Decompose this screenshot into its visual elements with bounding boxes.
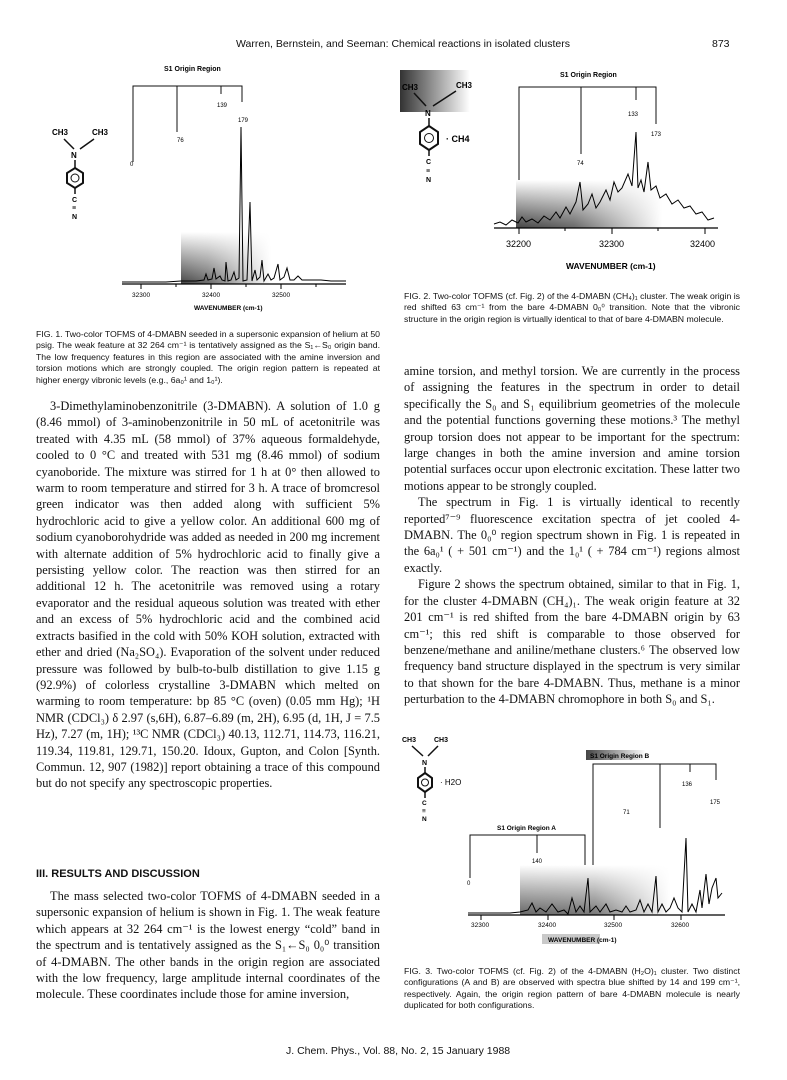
peak-label-136: 136 xyxy=(682,782,693,788)
peak-label-139: 139 xyxy=(217,103,228,109)
ch3-left-label: CH3 xyxy=(52,128,69,137)
peak-label-71: 71 xyxy=(623,810,630,816)
molecule-4-dmabn xyxy=(52,128,109,221)
ch3-left-label: CH3 xyxy=(402,83,419,92)
figure-1 xyxy=(46,62,376,324)
right-paragraph-2: The spectrum in Fig. 1 is virtually identical to recently reported⁷⁻⁹ fluorescence excitation spectra of jet cooled 4-DMABN. The 0₀⁰ region spectrum shown in Fig. 1 is repeated in the 6a₀¹ ( + 501 cm⁻¹) and the 1₀¹ ( + 784 cm⁻¹) regions almost exactly. xyxy=(404,495,740,575)
tick-32600: 32600 xyxy=(671,922,690,929)
figure-2 xyxy=(400,62,730,284)
tick-32300: 32300 xyxy=(471,922,490,929)
synthesis-paragraph: 3-Dimethylaminobenzonitrile (3-DMABN). A solution of 1.0 g (8.46 mmol) of 3-aminobenzonitrile in 50 mL of acetonitrile was treated with 4.35 mL (58 mmol) of 37% aqueous formaldehyde, cooled to 0 °C and treated with 531 mg (8.46 mmol) of sodium cyanoboride. The mixture was stirred for 1 h at 0° then allowed to warm to room temperature and stirred for 3 h. A trace of bromcresol green indicator was then added along with sufficient 5% hydrochloric acid to give a yellow color. An additional 600 mg of sodium cyanoborohydride was added as needed in 200 mg increment with alternate addition of 5% hydrochloric acid to finally give a persisting yellow color. The reaction was then stirred for an additional 12 h. The acetonitrile was removed using a rotary evaporator and the residual aqueous solution was treated with ether and an excess of 5% hydrochloric acid and the combined acid extracts basified in the cold with 50% KOH solution, extracted with ether and dried (Na₂SO₄). Evaporation of the solvent under reduced pressure was followed by bulb-to-bulb distillation to give 1.15 g (92.9%) of colorless crystalline 3-DMABN which melted on warming to room temperature: bp 85 °C (oven) (0.05 mm Hg); ¹H NMR (CDCl₃) δ 2.97 (s,6H), 6.87–6.89 (m, 2H), 6.95 (d, 1H, J = 7.5 Hz), 7.27 (m, 1H); ¹³C NMR (CDCl₃) 40.13, 112.71, 114.73, 116.21, 119.34, 119.81, 129.71, 150.20. Idoux, Gupton, and Colon [Synth. Commun. 12, 907 (1982)] report obtaining a trace of this compound but do not specify any spectroscopic properties. xyxy=(36,399,380,791)
ch4-adduct-label: · CH4 xyxy=(446,134,470,144)
amine-n-label: N xyxy=(71,151,77,160)
tick-32400: 32400 xyxy=(538,922,557,929)
tick-32500: 32500 xyxy=(604,922,623,929)
results-paragraph: The mass selected two-color TOFMS of 4-DMABN seeded in a supersonic expansion of helium is shown in Fig. 1. The weak feature which appears at 32 264 cm⁻¹ is the lowest energy “cold” band in the spectrum and is tentatively assigned as the S₁←S₀ 0₀⁰ transition of 4-DMABN. The other bands in the origin region are associated with the low frequency, large amplitude internal coordinates of the molecule. These coordinates include those for amine inversion, xyxy=(36,889,380,1002)
right-paragraph-3: Figure 2 shows the spectrum obtained, similar to that in Fig. 1, for the cluster 4-DMABN (CH₄)₁. The weak origin feature at 32 201 cm⁻¹ is red shifted from the bare 4-DMABN origin by 63 cm⁻¹; this red shift is comparable to those observed for benzene/methane and aniline/methane clusters.⁶ The observed low frequency band structure displayed in the spectrum is very similar to that shown for the bare 4-DMABN. Thus, methane is a minor perturbation to the 4-DMABN chromophore in both S₀ and S₁. xyxy=(404,577,740,707)
molecule-4-dmabn-h2o xyxy=(402,737,461,823)
figure-2-caption: FIG. 2. Two-color TOFMS (cf. Fig. 2) of the 4-DMABN (CH₄)₁ cluster. The weak origin is red shifted 63 cm⁻¹ from the bare 4-DMABN 0₀⁰ transition. Note that the vibronic structure in the origin region is virtually identical to that of bare 4-DMABN molecule. xyxy=(404,291,740,324)
tick-32500: 32500 xyxy=(272,292,291,299)
h2o-adduct-label: · H2O xyxy=(440,778,462,787)
peak-label-140: 140 xyxy=(532,859,543,865)
results-body xyxy=(36,888,380,1003)
right-column-body xyxy=(404,363,740,708)
figure-3-plot xyxy=(400,728,730,960)
figure-3-caption: FIG. 3. Two-color TOFMS (cf. Fig. 2) of the 4-DMABN (H₂O)₁ cluster. Two distinct configurations (A and B) are observed with spectra blue shifted by 14 and 199 cm⁻¹, respectively. Again, the origin region pattern of bare 4-DMABN molecule is nearly duplicated for both configurations. xyxy=(404,966,740,1011)
nitrile-c-label: C xyxy=(72,197,78,204)
x-axis-label: WAVENUMBER (cm-1) xyxy=(194,305,263,312)
figure-1-plot xyxy=(46,62,376,324)
amine-n-label: N xyxy=(422,760,428,767)
tick-32400: 32400 xyxy=(202,292,221,299)
peak-label-133: 133 xyxy=(628,112,639,118)
figure-3 xyxy=(400,728,730,960)
svg-text:≡: ≡ xyxy=(422,808,426,815)
ch3-right-label: CH3 xyxy=(434,737,449,744)
tick-32200: 32200 xyxy=(506,239,532,249)
journal-citation: J. Chem. Phys., Vol. 88, No. 2, 15 January 1988 xyxy=(286,1045,511,1057)
page-number: 873 xyxy=(712,38,730,50)
peak-label-74: 74 xyxy=(577,161,584,167)
ch3-right-label: CH3 xyxy=(92,128,109,137)
nitrile-c-label: C xyxy=(426,159,432,166)
peak-label-179: 179 xyxy=(238,118,249,124)
figure-2-plot xyxy=(400,62,730,284)
s1-origin-region-a-label: S1 Origin Region A xyxy=(497,825,556,832)
s1-origin-region-label: S1 Origin Region xyxy=(560,72,617,79)
right-paragraph-1: amine torsion, and methyl torsion. We are currently in the process of assigning the features in the spectrum in order to detail specifically the S₀ and S₁ equilibrium geometries of the molecule and the potential functions governing these motions.³ The methyl group torsion does not appear to be important for the spectrum: large changes in both the amine inversion and amine torsion potential surfaces occur upon electronic excitation. These latter two motions appear to be strongly coupled. xyxy=(404,364,740,493)
tick-32300: 32300 xyxy=(132,292,151,299)
nitrile-c-label: C xyxy=(422,800,427,807)
section-heading-results: III. RESULTS AND DISCUSSION xyxy=(36,868,200,880)
nitrile-n-label: N xyxy=(422,816,427,823)
peak-label-a-0: 0 xyxy=(467,881,471,887)
nitrile-n-label: N xyxy=(426,177,432,184)
tick-32400: 32400 xyxy=(690,239,716,249)
ch3-left-label: CH3 xyxy=(402,737,417,744)
peak-label-0: 0 xyxy=(130,162,134,168)
svg-text:≡: ≡ xyxy=(72,205,77,212)
figure-1-caption: FIG. 1. Two-color TOFMS of 4-DMABN seeded in a supersonic expansion of helium at 50 psig. The weak feature at 32 264 cm⁻¹ is tentatively assigned as the S₁←S₀ origin band. The low frequency features in this region are associated with the amine inversion and torsion motions which are strongly coupled. The origin region pattern is repeated at higher energy vibronic levels (e.g., 6a₀¹ and 1₀¹). xyxy=(36,329,380,385)
svg-text:≡: ≡ xyxy=(426,168,431,175)
x-axis-label: WAVENUMBER (cm-1) xyxy=(548,937,617,944)
left-column-body xyxy=(36,398,380,792)
running-title: Warren, Bernstein, and Seeman: Chemical reactions in isolated clusters xyxy=(236,38,571,50)
s1-origin-region-b-label: S1 Origin Region B xyxy=(590,753,650,760)
peak-label-175: 175 xyxy=(710,800,721,806)
peak-label-76: 76 xyxy=(177,138,184,144)
nitrile-n-label: N xyxy=(72,214,78,221)
s1-origin-region-label: S1 Origin Region xyxy=(164,66,221,73)
amine-n-label: N xyxy=(425,109,431,118)
peak-label-173: 173 xyxy=(651,132,662,138)
tick-32300: 32300 xyxy=(599,239,625,249)
ch3-right-label: CH3 xyxy=(456,81,473,90)
x-axis-label: WAVENUMBER (cm-1) xyxy=(566,261,656,271)
